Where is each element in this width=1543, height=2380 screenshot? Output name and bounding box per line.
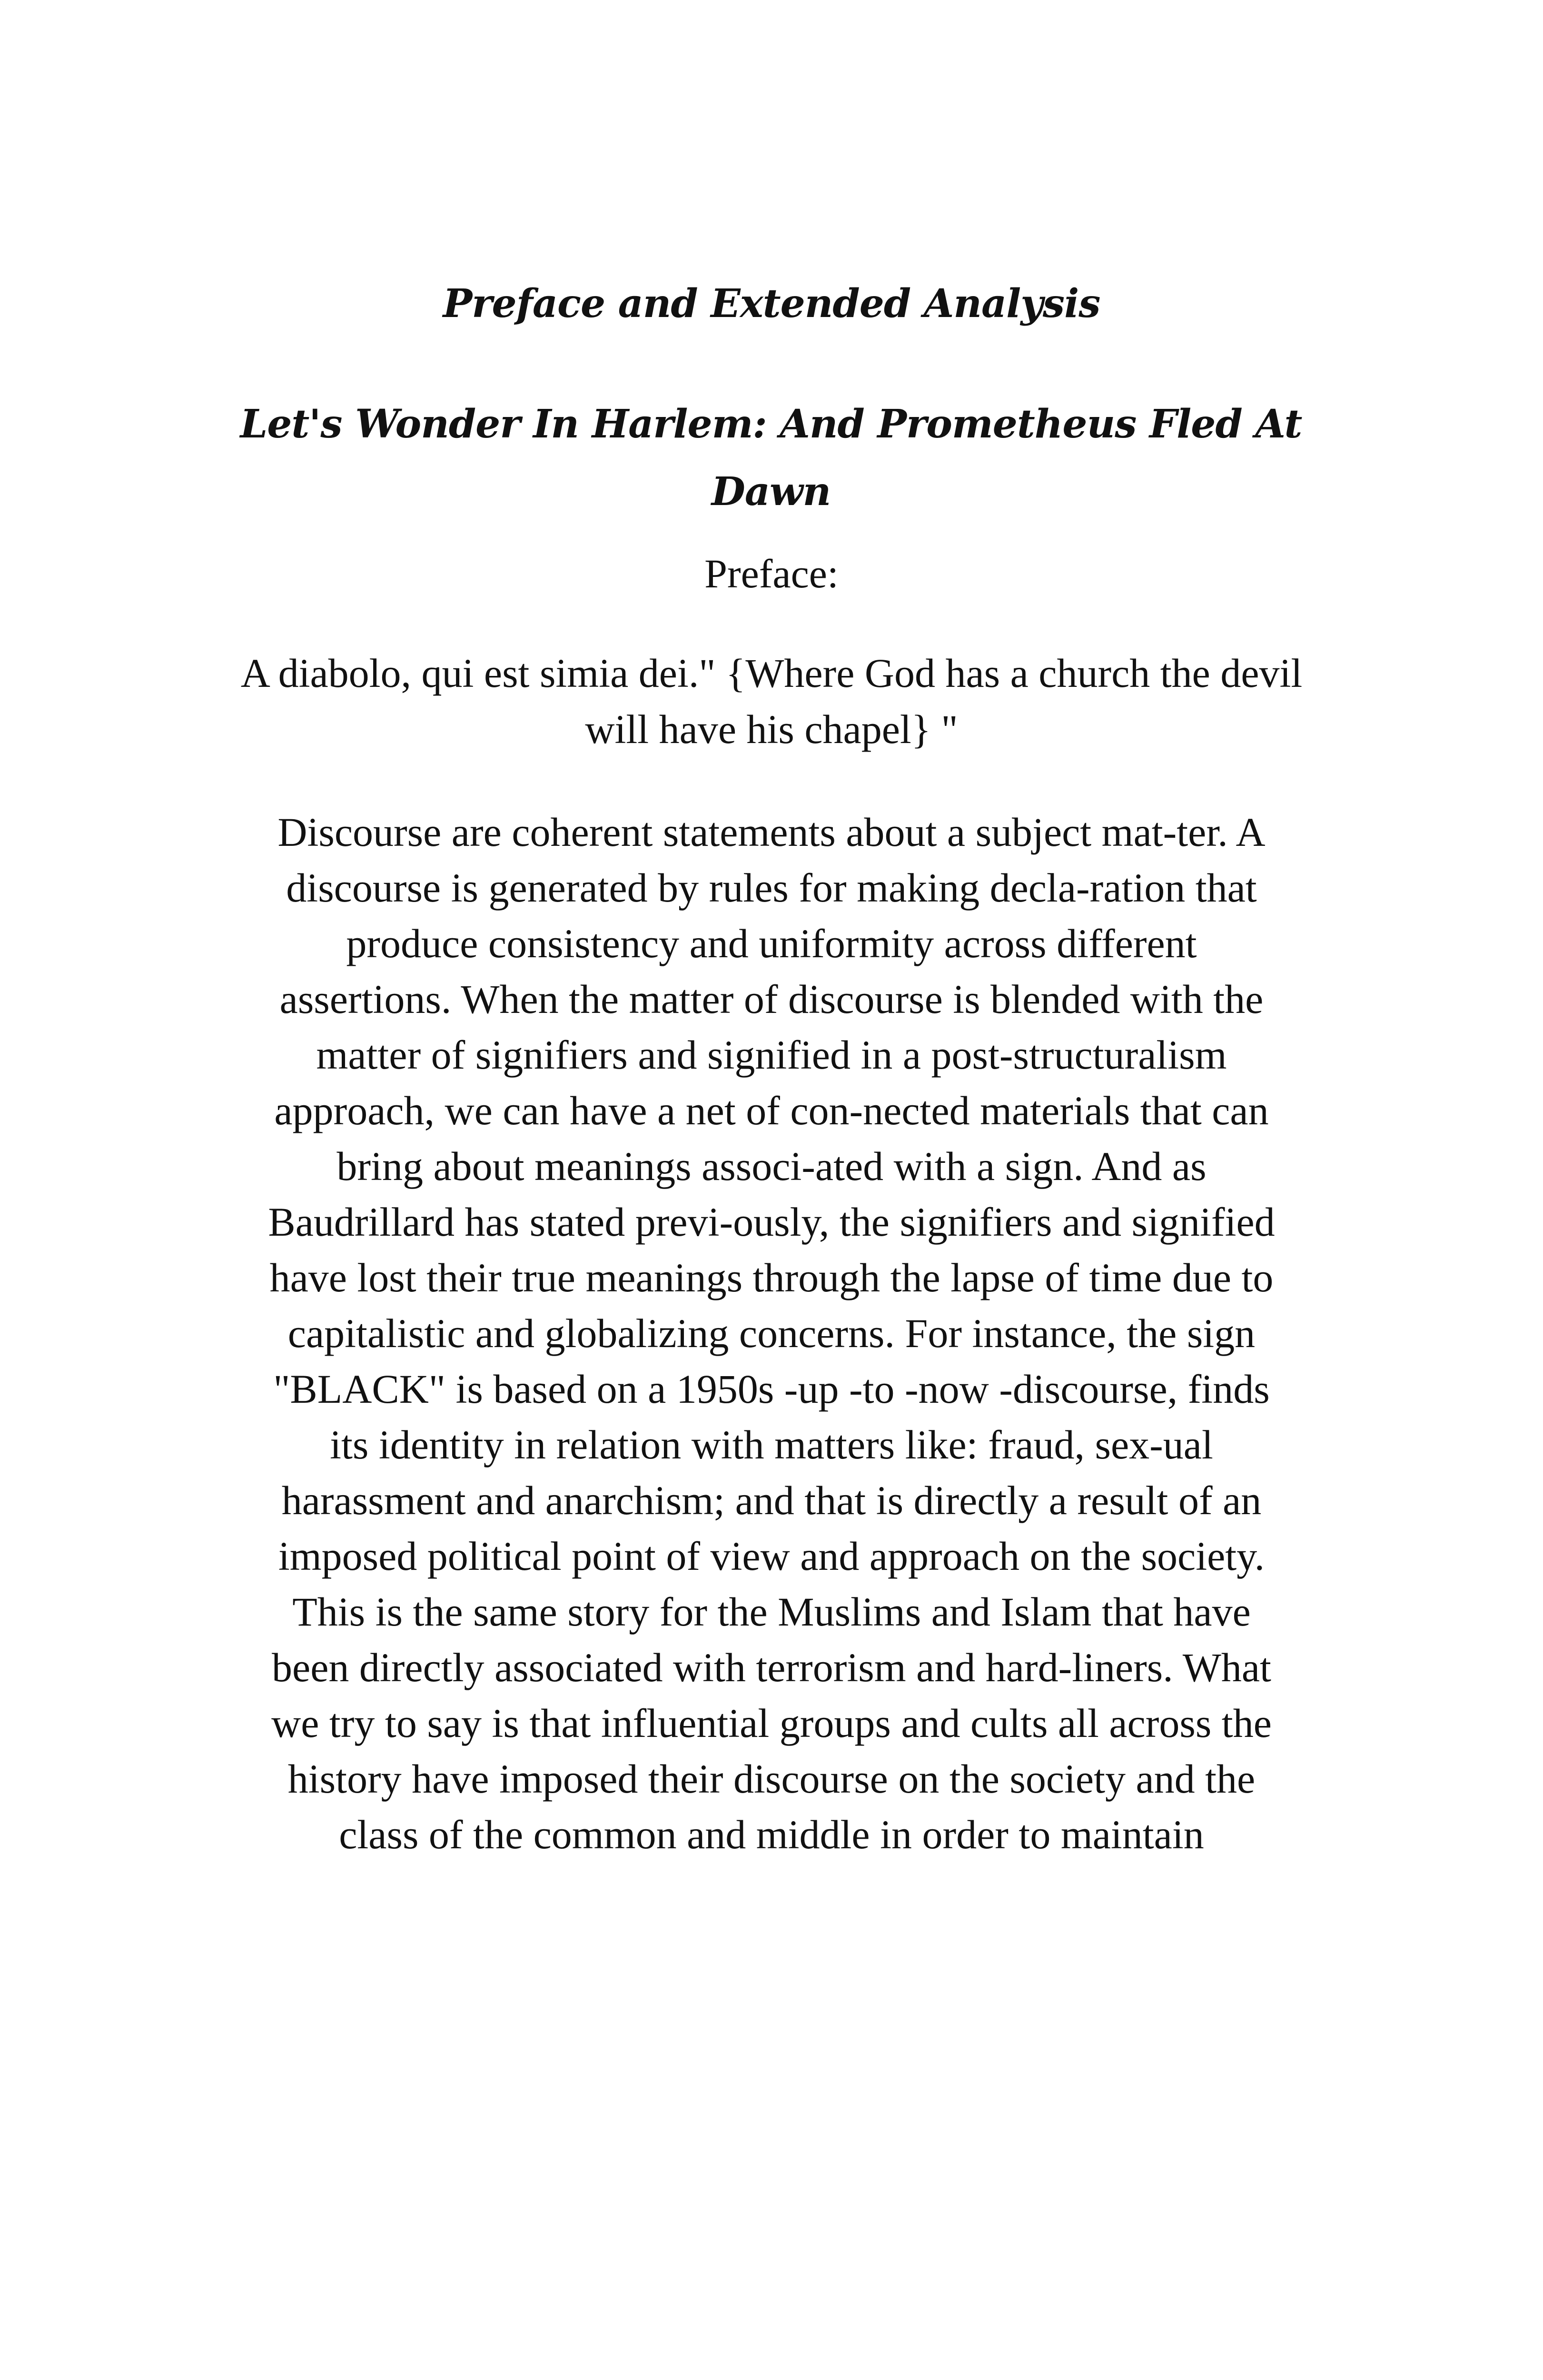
body-line: imposed political point of view and approach on the society. (278, 1533, 1265, 1579)
body-line: Discourse are coherent statements about a subject mat-ter. A (277, 809, 1266, 855)
body-line: bring about meanings associ-ated with a sign. And as (336, 1143, 1207, 1189)
body-line: matter of signifiers and signified in a post-structuralism (316, 1032, 1227, 1078)
body-line: approach, we can have a net of con-nected materials that can (274, 1088, 1269, 1133)
body-line: This is the same story for the Muslims and Islam that have (292, 1589, 1251, 1635)
body-line: harassment and anarchism; and that is directly a result of an (281, 1478, 1262, 1523)
body-line: class of the common and middle in order to maintain (339, 1812, 1204, 1857)
body-line: Baudrillard has stated previ-ously, the signifiers and signified (268, 1199, 1275, 1245)
section-label: Preface: (704, 551, 839, 596)
epigraph: A diabolo, qui est simia dei." {Where God has a church the devil will have his chapel} " (240, 650, 1303, 752)
page-subtitle: Let's Wonder In Harlem: And Prometheus Fled At Dawn (240, 401, 1302, 515)
body-line: its identity in relation with matters like: fraud, sex-ual (330, 1422, 1213, 1468)
body-line: we try to say is that influential groups and cults all across the (271, 1700, 1272, 1746)
body-line: produce consistency and uniformity across different (346, 921, 1197, 966)
body-line: "BLACK" is based on a 1950s -up -to -now -discourse, finds (273, 1366, 1270, 1412)
body-line: been directly associated with terrorism and hard-liners. What (272, 1645, 1271, 1690)
body-line: discourse is generated by rules for making decla-ration that (286, 865, 1257, 911)
body-line: capitalistic and globalizing concerns. For instance, the sign (287, 1310, 1256, 1356)
body-line: assertions. When the matter of discourse is blended with the (279, 976, 1264, 1022)
body-line: have lost their true meanings through the lapse of time due to (269, 1255, 1274, 1300)
page-title: Preface and Extended Analysis (443, 281, 1100, 327)
body-line: history have imposed their discourse on the society and the (287, 1756, 1256, 1802)
body-paragraph (209, 804, 1334, 1863)
